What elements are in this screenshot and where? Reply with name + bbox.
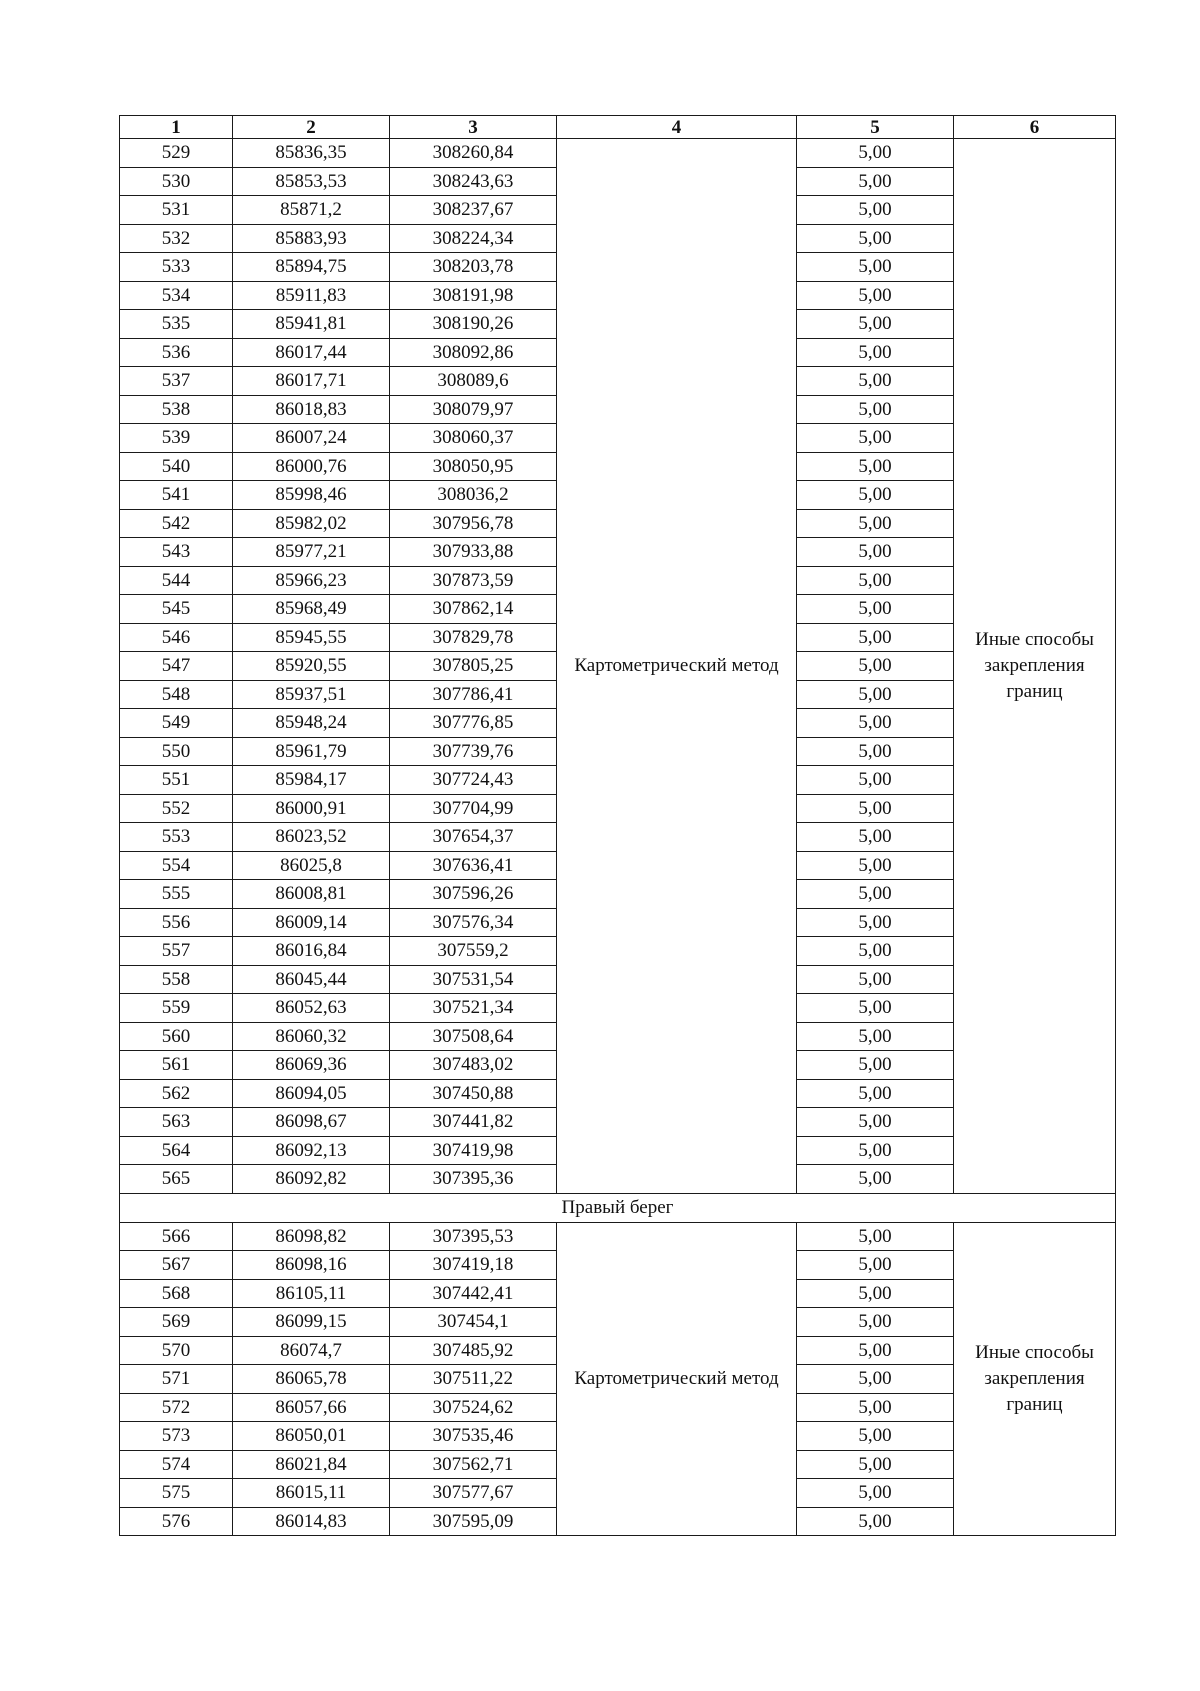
y-coordinate-cell: 307933,88 <box>390 538 557 567</box>
precision-cell: 5,00 <box>797 1279 954 1308</box>
precision-cell: 5,00 <box>797 737 954 766</box>
y-coordinate-cell: 307483,02 <box>390 1051 557 1080</box>
y-coordinate-cell: 307739,76 <box>390 737 557 766</box>
precision-cell: 5,00 <box>797 595 954 624</box>
x-coordinate-cell: 86008,81 <box>233 880 390 909</box>
point-number-cell: 564 <box>120 1136 233 1165</box>
precision-cell: 5,00 <box>797 1479 954 1508</box>
point-number-cell: 572 <box>120 1393 233 1422</box>
y-coordinate-cell: 308224,34 <box>390 224 557 253</box>
x-coordinate-cell: 85998,46 <box>233 481 390 510</box>
point-number-cell: 566 <box>120 1222 233 1251</box>
x-coordinate-cell: 86065,78 <box>233 1365 390 1394</box>
point-number-cell: 560 <box>120 1022 233 1051</box>
precision-cell: 5,00 <box>797 281 954 310</box>
precision-cell: 5,00 <box>797 1079 954 1108</box>
point-number-cell: 548 <box>120 680 233 709</box>
point-number-cell: 554 <box>120 851 233 880</box>
precision-cell: 5,00 <box>797 424 954 453</box>
point-number-cell: 574 <box>120 1450 233 1479</box>
method-cell: Картометрический метод <box>557 139 797 1194</box>
header-row <box>120 116 1116 139</box>
x-coordinate-cell: 85937,51 <box>233 680 390 709</box>
header-cell-3: 3 <box>390 116 557 139</box>
precision-cell: 5,00 <box>797 908 954 937</box>
point-number-cell: 550 <box>120 737 233 766</box>
y-coordinate-cell: 308089,6 <box>390 367 557 396</box>
y-coordinate-cell: 307535,46 <box>390 1422 557 1451</box>
x-coordinate-cell: 85961,79 <box>233 737 390 766</box>
y-coordinate-cell: 308036,2 <box>390 481 557 510</box>
precision-cell: 5,00 <box>797 566 954 595</box>
fixing-method-cell: Иные способы закрепления границ <box>954 1222 1116 1536</box>
x-coordinate-cell: 86092,13 <box>233 1136 390 1165</box>
point-number-cell: 561 <box>120 1051 233 1080</box>
precision-cell: 5,00 <box>797 452 954 481</box>
y-coordinate-cell: 307454,1 <box>390 1308 557 1337</box>
y-coordinate-cell: 307829,78 <box>390 623 557 652</box>
y-coordinate-cell: 308060,37 <box>390 424 557 453</box>
table-row <box>120 1222 1116 1251</box>
y-coordinate-cell: 307508,64 <box>390 1022 557 1051</box>
table-body <box>120 139 1116 1536</box>
y-coordinate-cell: 307559,2 <box>390 937 557 966</box>
point-number-cell: 547 <box>120 652 233 681</box>
boundary-points-table <box>119 115 1116 1536</box>
point-number-cell: 573 <box>120 1422 233 1451</box>
precision-cell: 5,00 <box>797 623 954 652</box>
table-header <box>120 116 1116 139</box>
precision-cell: 5,00 <box>797 253 954 282</box>
x-coordinate-cell: 85920,55 <box>233 652 390 681</box>
precision-cell: 5,00 <box>797 1222 954 1251</box>
precision-cell: 5,00 <box>797 310 954 339</box>
y-coordinate-cell: 307441,82 <box>390 1108 557 1137</box>
header-cell-2: 2 <box>233 116 390 139</box>
point-number-cell: 552 <box>120 794 233 823</box>
y-coordinate-cell: 307576,34 <box>390 908 557 937</box>
x-coordinate-cell: 86021,84 <box>233 1450 390 1479</box>
precision-cell: 5,00 <box>797 652 954 681</box>
precision-cell: 5,00 <box>797 994 954 1023</box>
y-coordinate-cell: 308243,63 <box>390 167 557 196</box>
x-coordinate-cell: 85945,55 <box>233 623 390 652</box>
y-coordinate-cell: 307956,78 <box>390 509 557 538</box>
y-coordinate-cell: 307511,22 <box>390 1365 557 1394</box>
y-coordinate-cell: 307485,92 <box>390 1336 557 1365</box>
x-coordinate-cell: 85894,75 <box>233 253 390 282</box>
point-number-cell: 565 <box>120 1165 233 1194</box>
x-coordinate-cell: 85977,21 <box>233 538 390 567</box>
y-coordinate-cell: 308079,97 <box>390 395 557 424</box>
point-number-cell: 539 <box>120 424 233 453</box>
y-coordinate-cell: 307395,36 <box>390 1165 557 1194</box>
x-coordinate-cell: 86018,83 <box>233 395 390 424</box>
y-coordinate-cell: 307704,99 <box>390 794 557 823</box>
precision-cell: 5,00 <box>797 1422 954 1451</box>
point-number-cell: 529 <box>120 139 233 168</box>
precision-cell: 5,00 <box>797 196 954 225</box>
precision-cell: 5,00 <box>797 823 954 852</box>
y-coordinate-cell: 308092,86 <box>390 338 557 367</box>
precision-cell: 5,00 <box>797 680 954 709</box>
point-number-cell: 558 <box>120 965 233 994</box>
x-coordinate-cell: 86023,52 <box>233 823 390 852</box>
section-title: Правый берег <box>120 1193 1116 1222</box>
point-number-cell: 540 <box>120 452 233 481</box>
precision-cell: 5,00 <box>797 1365 954 1394</box>
point-number-cell: 555 <box>120 880 233 909</box>
precision-cell: 5,00 <box>797 1108 954 1137</box>
y-coordinate-cell: 307521,34 <box>390 994 557 1023</box>
precision-cell: 5,00 <box>797 880 954 909</box>
y-coordinate-cell: 307577,67 <box>390 1479 557 1508</box>
precision-cell: 5,00 <box>797 167 954 196</box>
x-coordinate-cell: 86074,7 <box>233 1336 390 1365</box>
y-coordinate-cell: 307724,43 <box>390 766 557 795</box>
point-number-cell: 542 <box>120 509 233 538</box>
x-coordinate-cell: 85948,24 <box>233 709 390 738</box>
y-coordinate-cell: 308050,95 <box>390 452 557 481</box>
precision-cell: 5,00 <box>797 224 954 253</box>
precision-cell: 5,00 <box>797 766 954 795</box>
header-cell-6: 6 <box>954 116 1116 139</box>
point-number-cell: 537 <box>120 367 233 396</box>
precision-cell: 5,00 <box>797 1051 954 1080</box>
x-coordinate-cell: 86000,91 <box>233 794 390 823</box>
y-coordinate-cell: 307442,41 <box>390 1279 557 1308</box>
y-coordinate-cell: 307786,41 <box>390 680 557 709</box>
point-number-cell: 536 <box>120 338 233 367</box>
point-number-cell: 557 <box>120 937 233 966</box>
y-coordinate-cell: 308190,26 <box>390 310 557 339</box>
y-coordinate-cell: 307524,62 <box>390 1393 557 1422</box>
x-coordinate-cell: 86060,32 <box>233 1022 390 1051</box>
x-coordinate-cell: 86045,44 <box>233 965 390 994</box>
point-number-cell: 544 <box>120 566 233 595</box>
x-coordinate-cell: 85982,02 <box>233 509 390 538</box>
x-coordinate-cell: 86098,16 <box>233 1251 390 1280</box>
precision-cell: 5,00 <box>797 1393 954 1422</box>
precision-cell: 5,00 <box>797 937 954 966</box>
precision-cell: 5,00 <box>797 1308 954 1337</box>
precision-cell: 5,00 <box>797 509 954 538</box>
point-number-cell: 570 <box>120 1336 233 1365</box>
point-number-cell: 532 <box>120 224 233 253</box>
point-number-cell: 538 <box>120 395 233 424</box>
x-coordinate-cell: 85853,53 <box>233 167 390 196</box>
x-coordinate-cell: 86014,83 <box>233 1507 390 1536</box>
x-coordinate-cell: 86017,44 <box>233 338 390 367</box>
y-coordinate-cell: 307654,37 <box>390 823 557 852</box>
fixing-method-cell: Иные способы закрепления границ <box>954 139 1116 1194</box>
x-coordinate-cell: 86052,63 <box>233 994 390 1023</box>
point-number-cell: 530 <box>120 167 233 196</box>
point-number-cell: 541 <box>120 481 233 510</box>
y-coordinate-cell: 307596,26 <box>390 880 557 909</box>
point-number-cell: 576 <box>120 1507 233 1536</box>
point-number-cell: 556 <box>120 908 233 937</box>
x-coordinate-cell: 86050,01 <box>233 1422 390 1451</box>
point-number-cell: 571 <box>120 1365 233 1394</box>
header-cell-4: 4 <box>557 116 797 139</box>
precision-cell: 5,00 <box>797 338 954 367</box>
x-coordinate-cell: 85968,49 <box>233 595 390 624</box>
precision-cell: 5,00 <box>797 1336 954 1365</box>
y-coordinate-cell: 308203,78 <box>390 253 557 282</box>
point-number-cell: 567 <box>120 1251 233 1280</box>
x-coordinate-cell: 85941,81 <box>233 310 390 339</box>
y-coordinate-cell: 307450,88 <box>390 1079 557 1108</box>
x-coordinate-cell: 86000,76 <box>233 452 390 481</box>
x-coordinate-cell: 86098,67 <box>233 1108 390 1137</box>
x-coordinate-cell: 85871,2 <box>233 196 390 225</box>
precision-cell: 5,00 <box>797 367 954 396</box>
precision-cell: 5,00 <box>797 1251 954 1280</box>
x-coordinate-cell: 85966,23 <box>233 566 390 595</box>
point-number-cell: 543 <box>120 538 233 567</box>
precision-cell: 5,00 <box>797 851 954 880</box>
point-number-cell: 549 <box>120 709 233 738</box>
y-coordinate-cell: 307862,14 <box>390 595 557 624</box>
point-number-cell: 559 <box>120 994 233 1023</box>
precision-cell: 5,00 <box>797 1165 954 1194</box>
x-coordinate-cell: 86092,82 <box>233 1165 390 1194</box>
precision-cell: 5,00 <box>797 1136 954 1165</box>
point-number-cell: 545 <box>120 595 233 624</box>
section-row <box>120 1193 1116 1222</box>
x-coordinate-cell: 86099,15 <box>233 1308 390 1337</box>
point-number-cell: 569 <box>120 1308 233 1337</box>
y-coordinate-cell: 307531,54 <box>390 965 557 994</box>
x-coordinate-cell: 86007,24 <box>233 424 390 453</box>
precision-cell: 5,00 <box>797 794 954 823</box>
x-coordinate-cell: 86105,11 <box>233 1279 390 1308</box>
y-coordinate-cell: 307595,09 <box>390 1507 557 1536</box>
header-cell-1: 1 <box>120 116 233 139</box>
point-number-cell: 562 <box>120 1079 233 1108</box>
point-number-cell: 551 <box>120 766 233 795</box>
x-coordinate-cell: 85984,17 <box>233 766 390 795</box>
precision-cell: 5,00 <box>797 965 954 994</box>
point-number-cell: 534 <box>120 281 233 310</box>
y-coordinate-cell: 307873,59 <box>390 566 557 595</box>
point-number-cell: 568 <box>120 1279 233 1308</box>
x-coordinate-cell: 85911,83 <box>233 281 390 310</box>
x-coordinate-cell: 86017,71 <box>233 367 390 396</box>
point-number-cell: 553 <box>120 823 233 852</box>
y-coordinate-cell: 307776,85 <box>390 709 557 738</box>
precision-cell: 5,00 <box>797 139 954 168</box>
x-coordinate-cell: 86009,14 <box>233 908 390 937</box>
y-coordinate-cell: 307562,71 <box>390 1450 557 1479</box>
table-row <box>120 139 1116 168</box>
x-coordinate-cell: 86069,36 <box>233 1051 390 1080</box>
point-number-cell: 531 <box>120 196 233 225</box>
precision-cell: 5,00 <box>797 481 954 510</box>
point-number-cell: 546 <box>120 623 233 652</box>
header-cell-5: 5 <box>797 116 954 139</box>
point-number-cell: 533 <box>120 253 233 282</box>
precision-cell: 5,00 <box>797 709 954 738</box>
x-coordinate-cell: 85836,35 <box>233 139 390 168</box>
x-coordinate-cell: 86016,84 <box>233 937 390 966</box>
y-coordinate-cell: 308191,98 <box>390 281 557 310</box>
x-coordinate-cell: 86015,11 <box>233 1479 390 1508</box>
x-coordinate-cell: 86057,66 <box>233 1393 390 1422</box>
x-coordinate-cell: 86094,05 <box>233 1079 390 1108</box>
y-coordinate-cell: 308237,67 <box>390 196 557 225</box>
point-number-cell: 563 <box>120 1108 233 1137</box>
y-coordinate-cell: 308260,84 <box>390 139 557 168</box>
x-coordinate-cell: 86098,82 <box>233 1222 390 1251</box>
y-coordinate-cell: 307395,53 <box>390 1222 557 1251</box>
precision-cell: 5,00 <box>797 1450 954 1479</box>
point-number-cell: 575 <box>120 1479 233 1508</box>
precision-cell: 5,00 <box>797 538 954 567</box>
y-coordinate-cell: 307805,25 <box>390 652 557 681</box>
x-coordinate-cell: 85883,93 <box>233 224 390 253</box>
precision-cell: 5,00 <box>797 395 954 424</box>
precision-cell: 5,00 <box>797 1507 954 1536</box>
point-number-cell: 535 <box>120 310 233 339</box>
y-coordinate-cell: 307636,41 <box>390 851 557 880</box>
method-cell: Картометрический метод <box>557 1222 797 1536</box>
y-coordinate-cell: 307419,98 <box>390 1136 557 1165</box>
x-coordinate-cell: 86025,8 <box>233 851 390 880</box>
precision-cell: 5,00 <box>797 1022 954 1051</box>
y-coordinate-cell: 307419,18 <box>390 1251 557 1280</box>
